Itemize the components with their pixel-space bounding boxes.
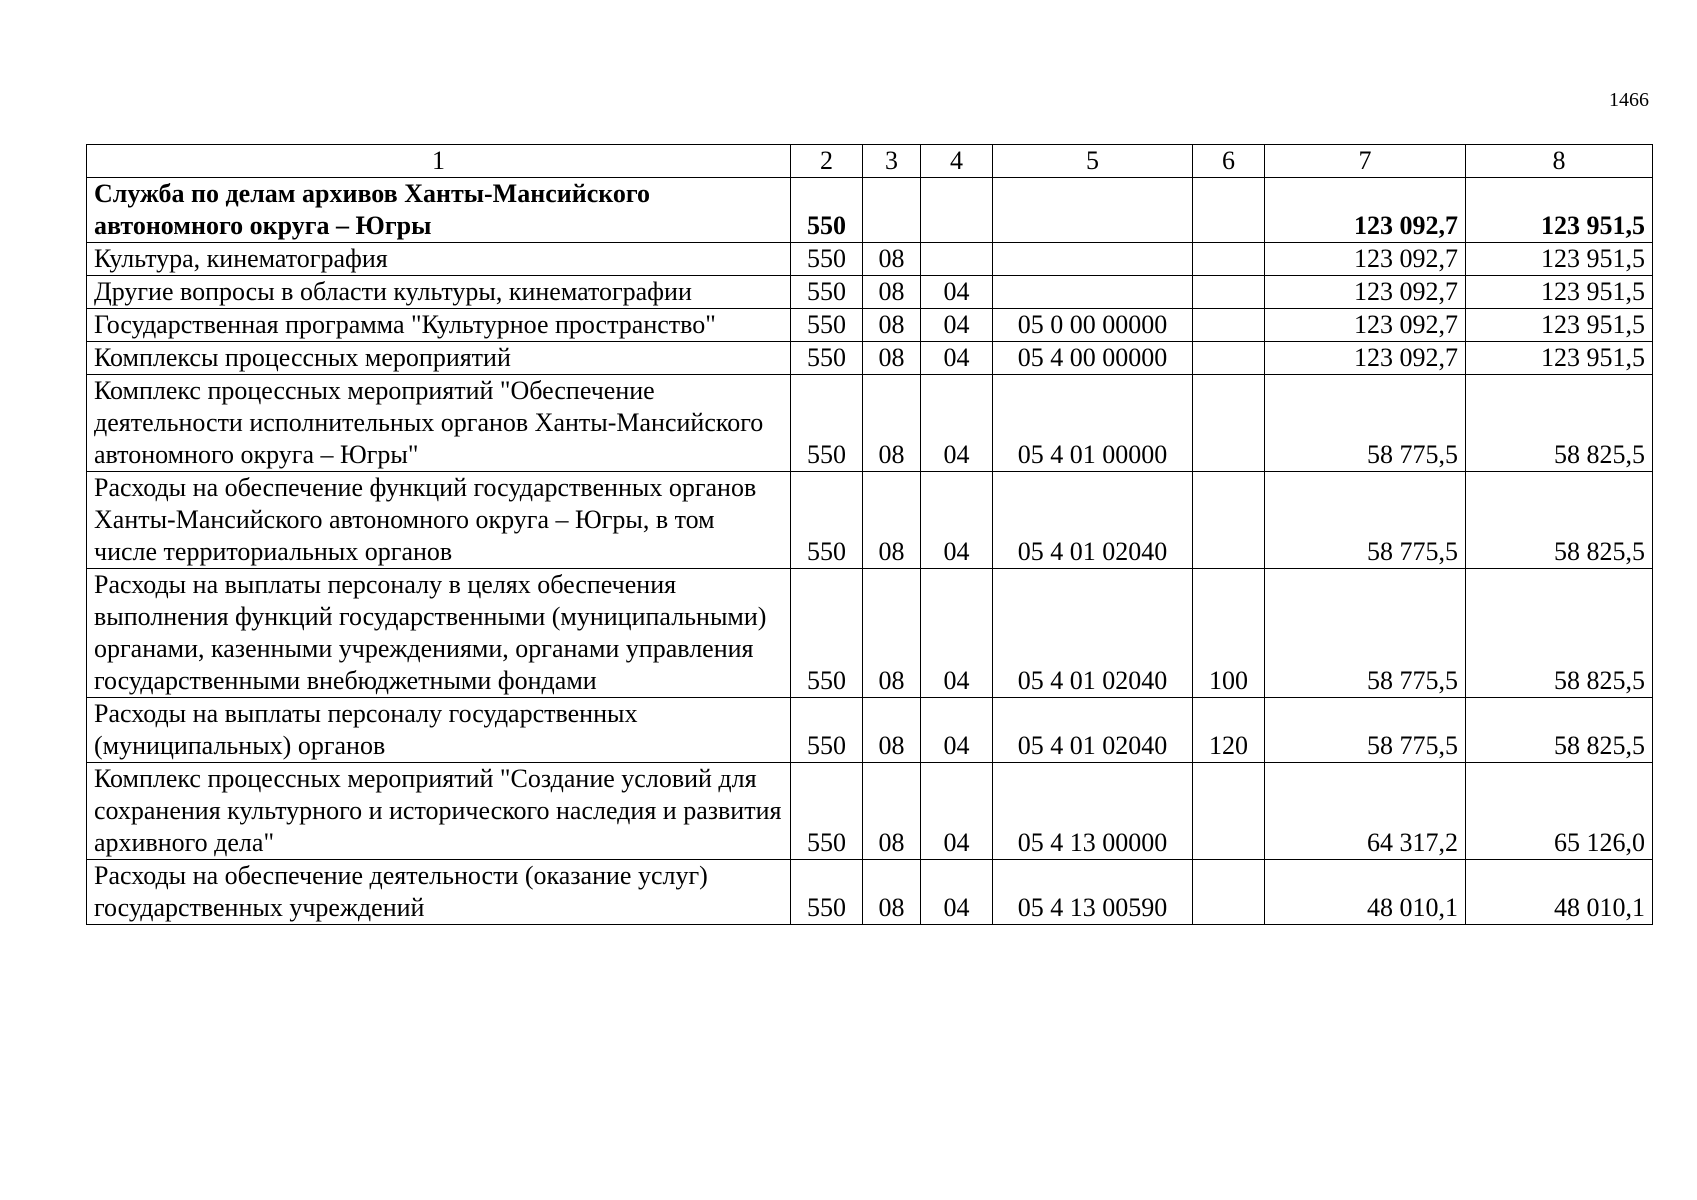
row-section: [863, 178, 921, 243]
row-subsection: 04: [921, 763, 993, 860]
row-grbs: 550: [791, 375, 863, 472]
row-grbs: 550: [791, 309, 863, 342]
row-subsection: 04: [921, 569, 993, 698]
row-grbs: 550: [791, 276, 863, 309]
row-grbs: 550: [791, 342, 863, 375]
row-subsection: 04: [921, 860, 993, 925]
row-name: Государственная программа "Культурное пространство": [87, 309, 791, 342]
row-amount-2: 48 010,1: [1466, 860, 1653, 925]
row-subsection: 04: [921, 472, 993, 569]
row-expense-type: [1193, 276, 1265, 309]
row-amount-2: 123 951,5: [1466, 178, 1653, 243]
row-subsection: 04: [921, 309, 993, 342]
column-header: 6: [1193, 145, 1265, 178]
row-target-article: 05 4 01 00000: [993, 375, 1193, 472]
row-subsection: 04: [921, 375, 993, 472]
row-target-article: 05 4 01 02040: [993, 698, 1193, 763]
table-row: [87, 763, 1653, 860]
row-expense-type: [1193, 763, 1265, 860]
row-amount-1: 123 092,7: [1265, 342, 1466, 375]
table-row: [87, 243, 1653, 276]
row-section: 08: [863, 276, 921, 309]
row-target-article: 05 4 01 02040: [993, 472, 1193, 569]
row-expense-type: [1193, 375, 1265, 472]
row-amount-1: 58 775,5: [1265, 698, 1466, 763]
row-expense-type: [1193, 860, 1265, 925]
column-header: 4: [921, 145, 993, 178]
row-name: Культура, кинематография: [87, 243, 791, 276]
row-amount-2: 123 951,5: [1466, 243, 1653, 276]
table-row: [87, 698, 1653, 763]
row-expense-type: [1193, 342, 1265, 375]
row-amount-2: 65 126,0: [1466, 763, 1653, 860]
table-row: [87, 309, 1653, 342]
row-expense-type: [1193, 472, 1265, 569]
row-grbs: 550: [791, 698, 863, 763]
row-grbs: 550: [791, 763, 863, 860]
row-amount-1: 58 775,5: [1265, 375, 1466, 472]
row-grbs: 550: [791, 860, 863, 925]
table-row: [87, 178, 1653, 243]
row-target-article: 05 4 13 00000: [993, 763, 1193, 860]
row-amount-1: 58 775,5: [1265, 569, 1466, 698]
row-name: Расходы на обеспечение деятельности (оказание услуг) государственных учреждений: [87, 860, 791, 925]
row-section: 08: [863, 243, 921, 276]
column-header: 5: [993, 145, 1193, 178]
row-name: Комплекс процессных мероприятий "Создание условий для сохранения культурного и исторического наследия и развития архивного дела": [87, 763, 791, 860]
row-amount-2: 123 951,5: [1466, 309, 1653, 342]
row-amount-2: 58 825,5: [1466, 698, 1653, 763]
row-target-article: 05 4 00 00000: [993, 342, 1193, 375]
row-section: 08: [863, 763, 921, 860]
row-section: 08: [863, 472, 921, 569]
row-section: 08: [863, 375, 921, 472]
table-row: [87, 375, 1653, 472]
row-target-article: [993, 178, 1193, 243]
table-row: [87, 342, 1653, 375]
row-target-article: 05 4 01 02040: [993, 569, 1193, 698]
row-name: Комплексы процессных мероприятий: [87, 342, 791, 375]
row-amount-1: 48 010,1: [1265, 860, 1466, 925]
row-section: 08: [863, 342, 921, 375]
row-expense-type: [1193, 178, 1265, 243]
row-amount-2: 58 825,5: [1466, 375, 1653, 472]
row-grbs: 550: [791, 472, 863, 569]
row-name: Другие вопросы в области культуры, кинематографии: [87, 276, 791, 309]
row-amount-1: 58 775,5: [1265, 472, 1466, 569]
column-header: 7: [1265, 145, 1466, 178]
row-section: 08: [863, 309, 921, 342]
row-grbs: 550: [791, 178, 863, 243]
table-row: [87, 860, 1653, 925]
row-grbs: 550: [791, 243, 863, 276]
row-amount-1: 123 092,7: [1265, 178, 1466, 243]
row-subsection: 04: [921, 276, 993, 309]
row-section: 08: [863, 860, 921, 925]
row-subsection: 04: [921, 342, 993, 375]
row-amount-1: 123 092,7: [1265, 243, 1466, 276]
row-target-article: [993, 243, 1193, 276]
row-name: Комплекс процессных мероприятий "Обеспечение деятельности исполнительных органов Ханты-Мансийского автономного округа – Югры": [87, 375, 791, 472]
row-subsection: [921, 178, 993, 243]
page-number: 1466: [1609, 89, 1649, 111]
row-amount-2: 123 951,5: [1466, 342, 1653, 375]
column-header: 1: [87, 145, 791, 178]
table-row: [87, 472, 1653, 569]
row-target-article: 05 0 00 00000: [993, 309, 1193, 342]
row-name: Расходы на выплаты персоналу государственных (муниципальных) органов: [87, 698, 791, 763]
row-amount-2: 123 951,5: [1466, 276, 1653, 309]
row-expense-type: [1193, 309, 1265, 342]
row-expense-type: [1193, 243, 1265, 276]
row-subsection: 04: [921, 698, 993, 763]
row-amount-2: 58 825,5: [1466, 472, 1653, 569]
row-target-article: 05 4 13 00590: [993, 860, 1193, 925]
row-section: 08: [863, 569, 921, 698]
column-header: 8: [1466, 145, 1653, 178]
row-name: Служба по делам архивов Ханты-Мансийского автономного округа – Югры: [87, 178, 791, 243]
row-name: Расходы на выплаты персоналу в целях обеспечения выполнения функций государственными (муниципальными) органами, казенными учреждениями, органами управления государственными внебюджетными фондами: [87, 569, 791, 698]
budget-table: [86, 144, 1653, 925]
row-expense-type: 120: [1193, 698, 1265, 763]
row-grbs: 550: [791, 569, 863, 698]
row-amount-1: 123 092,7: [1265, 309, 1466, 342]
row-target-article: [993, 276, 1193, 309]
table-header-row: [87, 145, 1653, 178]
row-amount-1: 123 092,7: [1265, 276, 1466, 309]
row-amount-2: 58 825,5: [1466, 569, 1653, 698]
table-row: [87, 276, 1653, 309]
row-subsection: [921, 243, 993, 276]
table-row: [87, 569, 1653, 698]
column-header: 3: [863, 145, 921, 178]
row-amount-1: 64 317,2: [1265, 763, 1466, 860]
column-header: 2: [791, 145, 863, 178]
row-name: Расходы на обеспечение функций государственных органов Ханты-Мансийского автономного округа – Югры, в том числе территориальных органов: [87, 472, 791, 569]
row-section: 08: [863, 698, 921, 763]
row-expense-type: 100: [1193, 569, 1265, 698]
